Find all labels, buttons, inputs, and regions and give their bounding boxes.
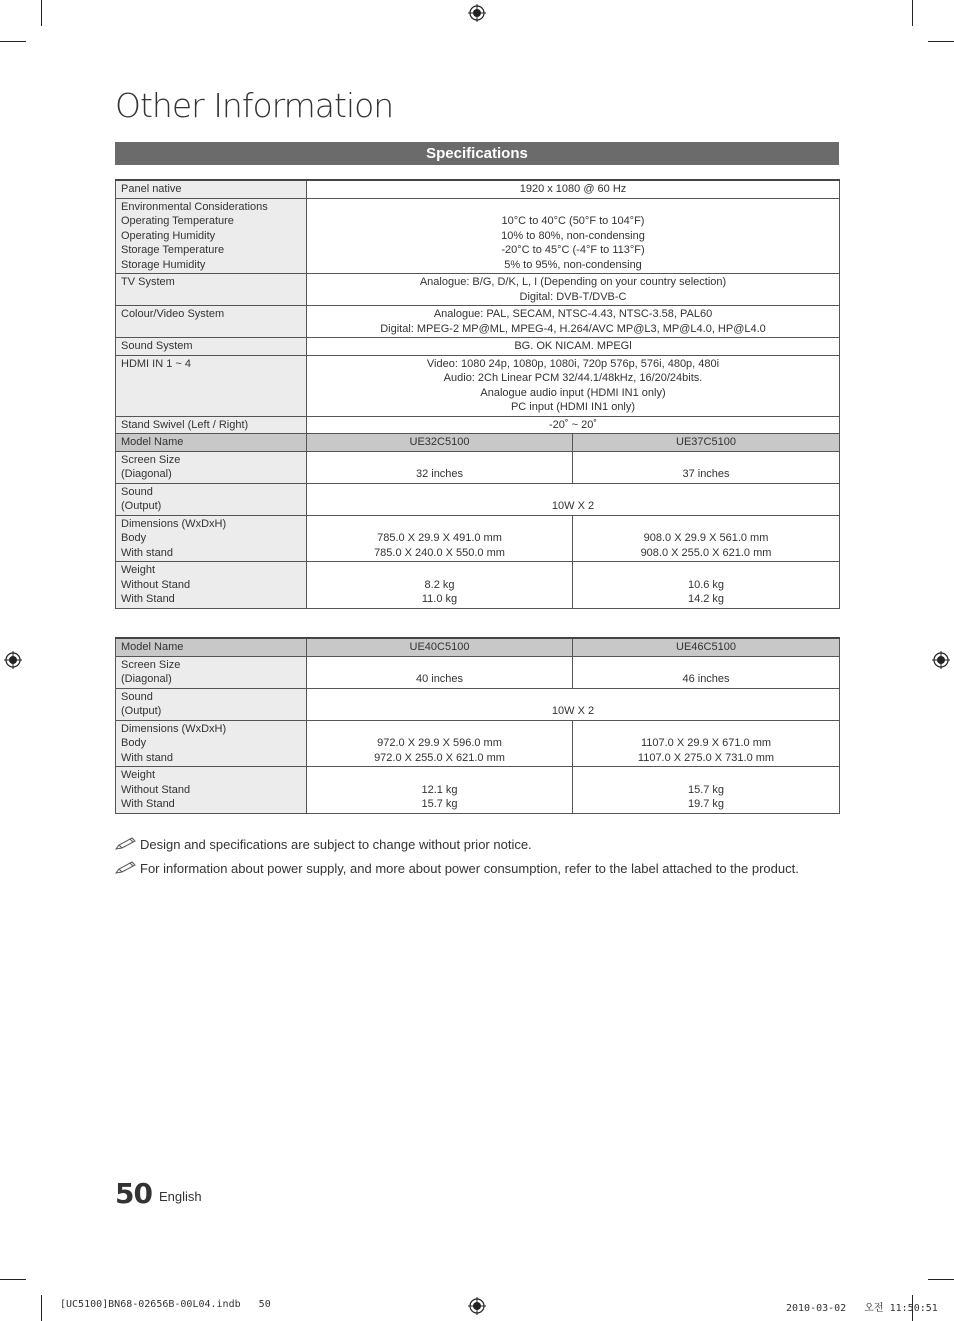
page-title: Other Information bbox=[115, 86, 394, 125]
model-label: Model Name bbox=[116, 638, 307, 656]
footer-file: [UC5100]BN68-02656B-00L04.indb 50 bbox=[60, 1299, 271, 1310]
table-row bbox=[116, 656, 840, 688]
table-row bbox=[116, 720, 840, 767]
spec-label: Colour/Video System bbox=[116, 306, 307, 338]
footer-date: 2010-03-02 오전 11:50:51 bbox=[786, 1303, 938, 1314]
spec-label: Dimensions (WxDxH) Body With stand bbox=[116, 720, 307, 767]
table-row bbox=[116, 355, 840, 416]
spec-value: Video: 1080 24p, 1080p, 1080i, 720p 576p, 576i, 480p, 480i Audio: 2Ch Linear PCM 32/44.1/48kHz, 16/20/24bits. Analogue audio input (HDMI IN1 only) PC input (HDMI IN1 only) bbox=[307, 355, 840, 416]
page-language: English bbox=[159, 1189, 202, 1204]
registration-mark-icon bbox=[4, 651, 22, 669]
spec-value: 46 inches bbox=[573, 656, 840, 688]
spec-value: Analogue: PAL, SECAM, NTSC-4.43, NTSC-3.58, PAL60 Digital: MPEG-2 MP@ML, MPEG-4, H.264/AVC MP@L3, MP@L4.0, HP@L4.0 bbox=[307, 306, 840, 338]
model-name: UE46C5100 bbox=[573, 638, 840, 656]
crop-mark bbox=[912, 0, 913, 26]
crop-mark bbox=[928, 1279, 954, 1280]
table-row bbox=[116, 306, 840, 338]
crop-mark bbox=[0, 1279, 26, 1280]
model-label: Model Name bbox=[116, 434, 307, 452]
spec-value: 15.7 kg 19.7 kg bbox=[573, 767, 840, 814]
spec-value: 12.1 kg 15.7 kg bbox=[307, 767, 573, 814]
spec-value: 10W X 2 bbox=[307, 688, 840, 720]
registration-mark-icon bbox=[468, 4, 486, 22]
spec-table bbox=[115, 179, 840, 609]
spec-label: Weight Without Stand With Stand bbox=[116, 767, 307, 814]
spec-value: 10°C to 40°C (50°F to 104°F) 10% to 80%, non-condensing -20°C to 45°C (-4°F to 113°F) 5% to 95%, non-condensing bbox=[307, 198, 840, 274]
spec-label: HDMI IN 1 ~ 4 bbox=[116, 355, 307, 416]
spec-label: TV System bbox=[116, 274, 307, 306]
section-title: Specifications bbox=[115, 142, 839, 165]
table-row bbox=[116, 274, 840, 306]
pencil-note-icon bbox=[115, 861, 137, 875]
note-text: Design and specifications are subject to change without prior notice. bbox=[140, 836, 532, 852]
table-row bbox=[116, 434, 840, 452]
table-row bbox=[116, 767, 840, 814]
note-item bbox=[115, 832, 875, 856]
spec-value: 10W X 2 bbox=[307, 483, 840, 515]
spec-value: 972.0 X 29.9 X 596.0 mm 972.0 X 255.0 X 621.0 mm bbox=[307, 720, 573, 767]
spec-label: Panel native bbox=[116, 180, 307, 198]
crop-mark bbox=[41, 0, 42, 26]
notes bbox=[115, 832, 875, 880]
model-name: UE37C5100 bbox=[573, 434, 840, 452]
table-row bbox=[116, 515, 840, 562]
spec-value: 8.2 kg 11.0 kg bbox=[307, 562, 573, 609]
table-row bbox=[116, 483, 840, 515]
crop-mark bbox=[928, 41, 954, 42]
spec-value: 10.6 kg 14.2 kg bbox=[573, 562, 840, 609]
spec-label: Screen Size (Diagonal) bbox=[116, 656, 307, 688]
note-text: For information about power supply, and more about power consumption, refer to the label attached to the product. bbox=[140, 860, 799, 876]
model-name: UE32C5100 bbox=[307, 434, 573, 452]
spec-value: 37 inches bbox=[573, 451, 840, 483]
spec-value: 40 inches bbox=[307, 656, 573, 688]
spec-value: 1107.0 X 29.9 X 671.0 mm 1107.0 X 275.0 X 731.0 mm bbox=[573, 720, 840, 767]
spec-value: 908.0 X 29.9 X 561.0 mm 908.0 X 255.0 X 621.0 mm bbox=[573, 515, 840, 562]
spec-value: 1920 x 1080 @ 60 Hz bbox=[307, 180, 840, 198]
spec-value: Analogue: B/G, D/K, L, I (Depending on your country selection) Digital: DVB-T/DVB-C bbox=[307, 274, 840, 306]
table-row bbox=[116, 688, 840, 720]
spec-value: BG. OK NICAM. MPEGl bbox=[307, 338, 840, 356]
spec-label: Sound (Output) bbox=[116, 688, 307, 720]
registration-mark-icon bbox=[932, 651, 950, 669]
model-name: UE40C5100 bbox=[307, 638, 573, 656]
table-row bbox=[116, 451, 840, 483]
table-row bbox=[116, 180, 840, 198]
crop-mark bbox=[0, 41, 26, 42]
crop-mark bbox=[41, 1295, 42, 1321]
table-row bbox=[116, 416, 840, 434]
spec-label: Screen Size (Diagonal) bbox=[116, 451, 307, 483]
page-number: 50 bbox=[115, 1177, 152, 1210]
table-row bbox=[116, 198, 840, 274]
pencil-note-icon bbox=[115, 837, 137, 851]
spec-value: 32 inches bbox=[307, 451, 573, 483]
table-row bbox=[116, 338, 840, 356]
table-row bbox=[116, 562, 840, 609]
spec-label: Stand Swivel (Left / Right) bbox=[116, 416, 307, 434]
spec-label: Dimensions (WxDxH) Body With stand bbox=[116, 515, 307, 562]
note-item bbox=[115, 856, 875, 880]
spec-value: 785.0 X 29.9 X 491.0 mm 785.0 X 240.0 X 550.0 mm bbox=[307, 515, 573, 562]
table-row bbox=[116, 638, 840, 656]
registration-mark-icon bbox=[468, 1297, 486, 1315]
spec-label: Sound System bbox=[116, 338, 307, 356]
spec-value: -20˚ ~ 20˚ bbox=[307, 416, 840, 434]
model-table bbox=[115, 637, 840, 814]
spec-label: Environmental Considerations Operating Temperature Operating Humidity Storage Temperature Storage Humidity bbox=[116, 198, 307, 274]
spec-label: Sound (Output) bbox=[116, 483, 307, 515]
spec-label: Weight Without Stand With Stand bbox=[116, 562, 307, 609]
